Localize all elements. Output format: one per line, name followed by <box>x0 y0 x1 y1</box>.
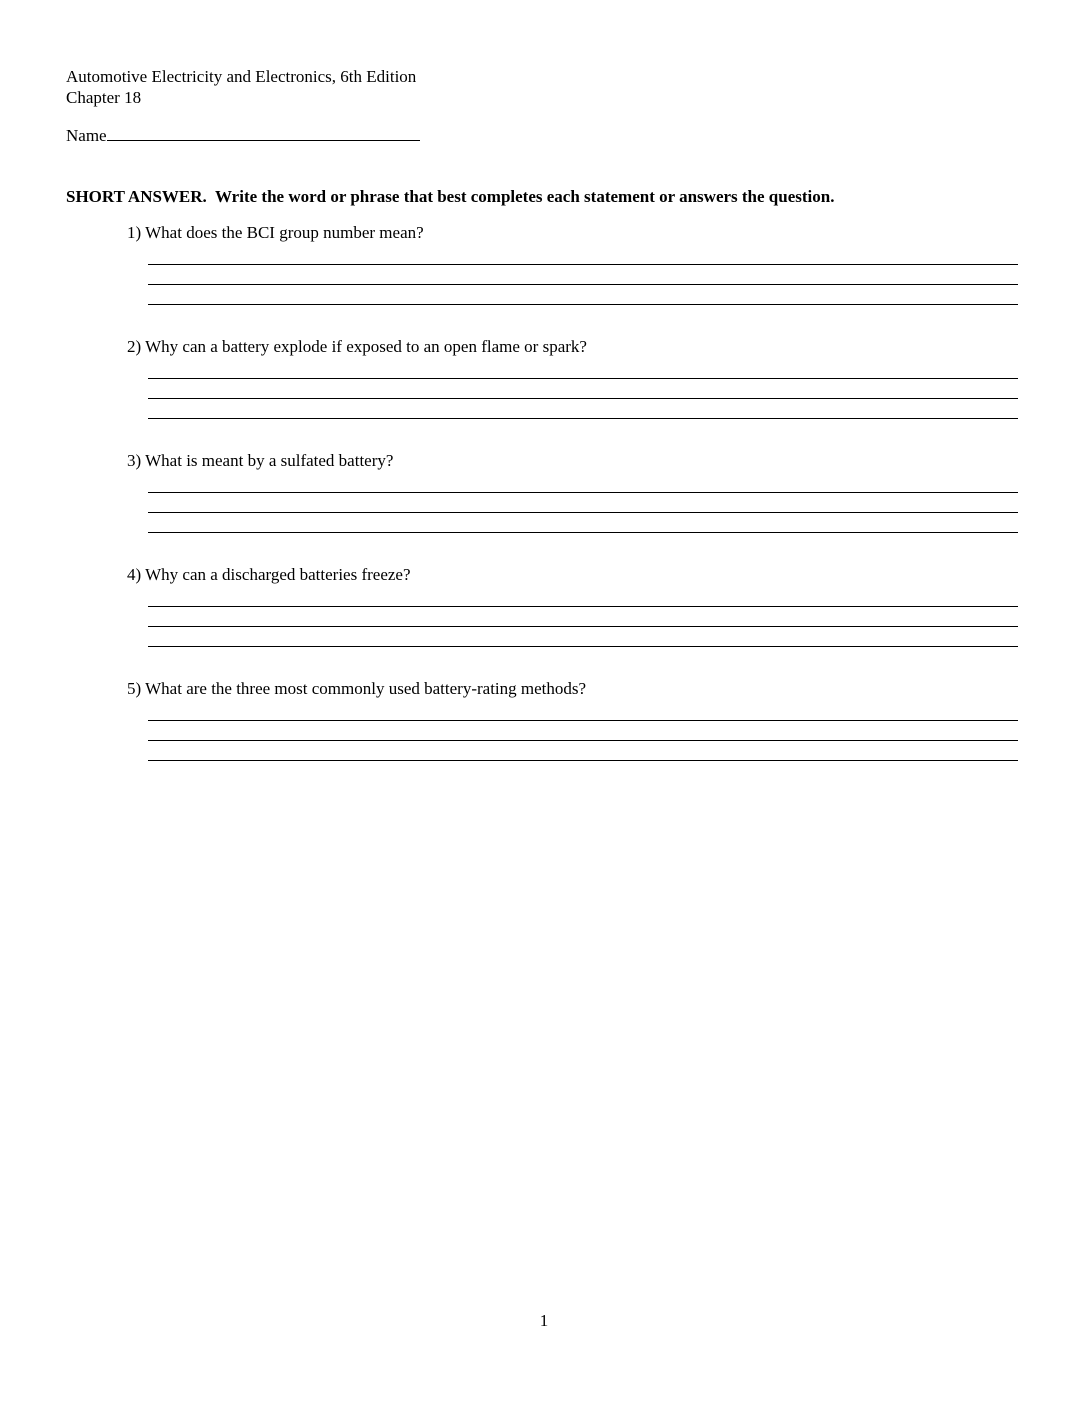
answer-blank-line <box>148 285 1018 305</box>
document-header <box>66 66 416 108</box>
question-text <box>127 450 1027 471</box>
answer-lines <box>148 587 1018 647</box>
name-blank-line <box>107 122 420 141</box>
name-row <box>66 122 420 146</box>
answer-blank-line <box>148 701 1018 721</box>
answer-lines <box>148 701 1018 761</box>
answer-blank-line <box>148 493 1018 513</box>
question-item-1 <box>127 222 1027 305</box>
answer-blank-line <box>148 627 1018 647</box>
question-number: 1) <box>127 223 142 242</box>
answer-blank-line <box>148 359 1018 379</box>
question-item-5 <box>127 678 1027 761</box>
answer-blank-line <box>148 587 1018 607</box>
question-list <box>127 222 1027 792</box>
question-text <box>127 336 1027 357</box>
answer-blank-line <box>148 473 1018 493</box>
question-item-2 <box>127 336 1027 419</box>
question-number: 3) <box>127 451 142 470</box>
page-number: 1 <box>539 1311 549 1330</box>
answer-blank-line <box>148 513 1018 533</box>
question-text <box>127 564 1027 585</box>
answer-blank-line <box>148 607 1018 627</box>
answer-blank-line <box>148 741 1018 761</box>
question-body: Why can a battery explode if exposed to an open flame or spark? <box>145 337 587 356</box>
answer-lines <box>148 473 1018 533</box>
answer-blank-line <box>148 721 1018 741</box>
answer-blank-line <box>148 379 1018 399</box>
question-body: What does the BCI group number mean? <box>145 223 424 242</box>
section-heading: SHORT ANSWER. Write the word or phrase that best completes each statement or answers the question. <box>66 187 835 206</box>
question-item-3 <box>127 450 1027 533</box>
answer-blank-line <box>148 399 1018 419</box>
question-text <box>127 222 1027 243</box>
document-title: Automotive Electricity and Electronics, 6th Edition <box>66 67 417 86</box>
question-text <box>127 678 1027 699</box>
question-body: Why can a discharged batteries freeze? <box>145 565 411 584</box>
answer-lines <box>148 245 1018 305</box>
question-number: 2) <box>127 337 142 356</box>
question-body: What are the three most commonly used battery-rating methods? <box>145 679 587 698</box>
question-number: 4) <box>127 565 142 584</box>
question-body: What is meant by a sulfated battery? <box>145 451 394 470</box>
question-number: 5) <box>127 679 142 698</box>
answer-blank-line <box>148 265 1018 285</box>
name-label: Name <box>66 126 107 145</box>
answer-blank-line <box>148 245 1018 265</box>
answer-lines <box>148 359 1018 419</box>
question-item-4 <box>127 564 1027 647</box>
chapter-label: Chapter 18 <box>66 88 142 107</box>
